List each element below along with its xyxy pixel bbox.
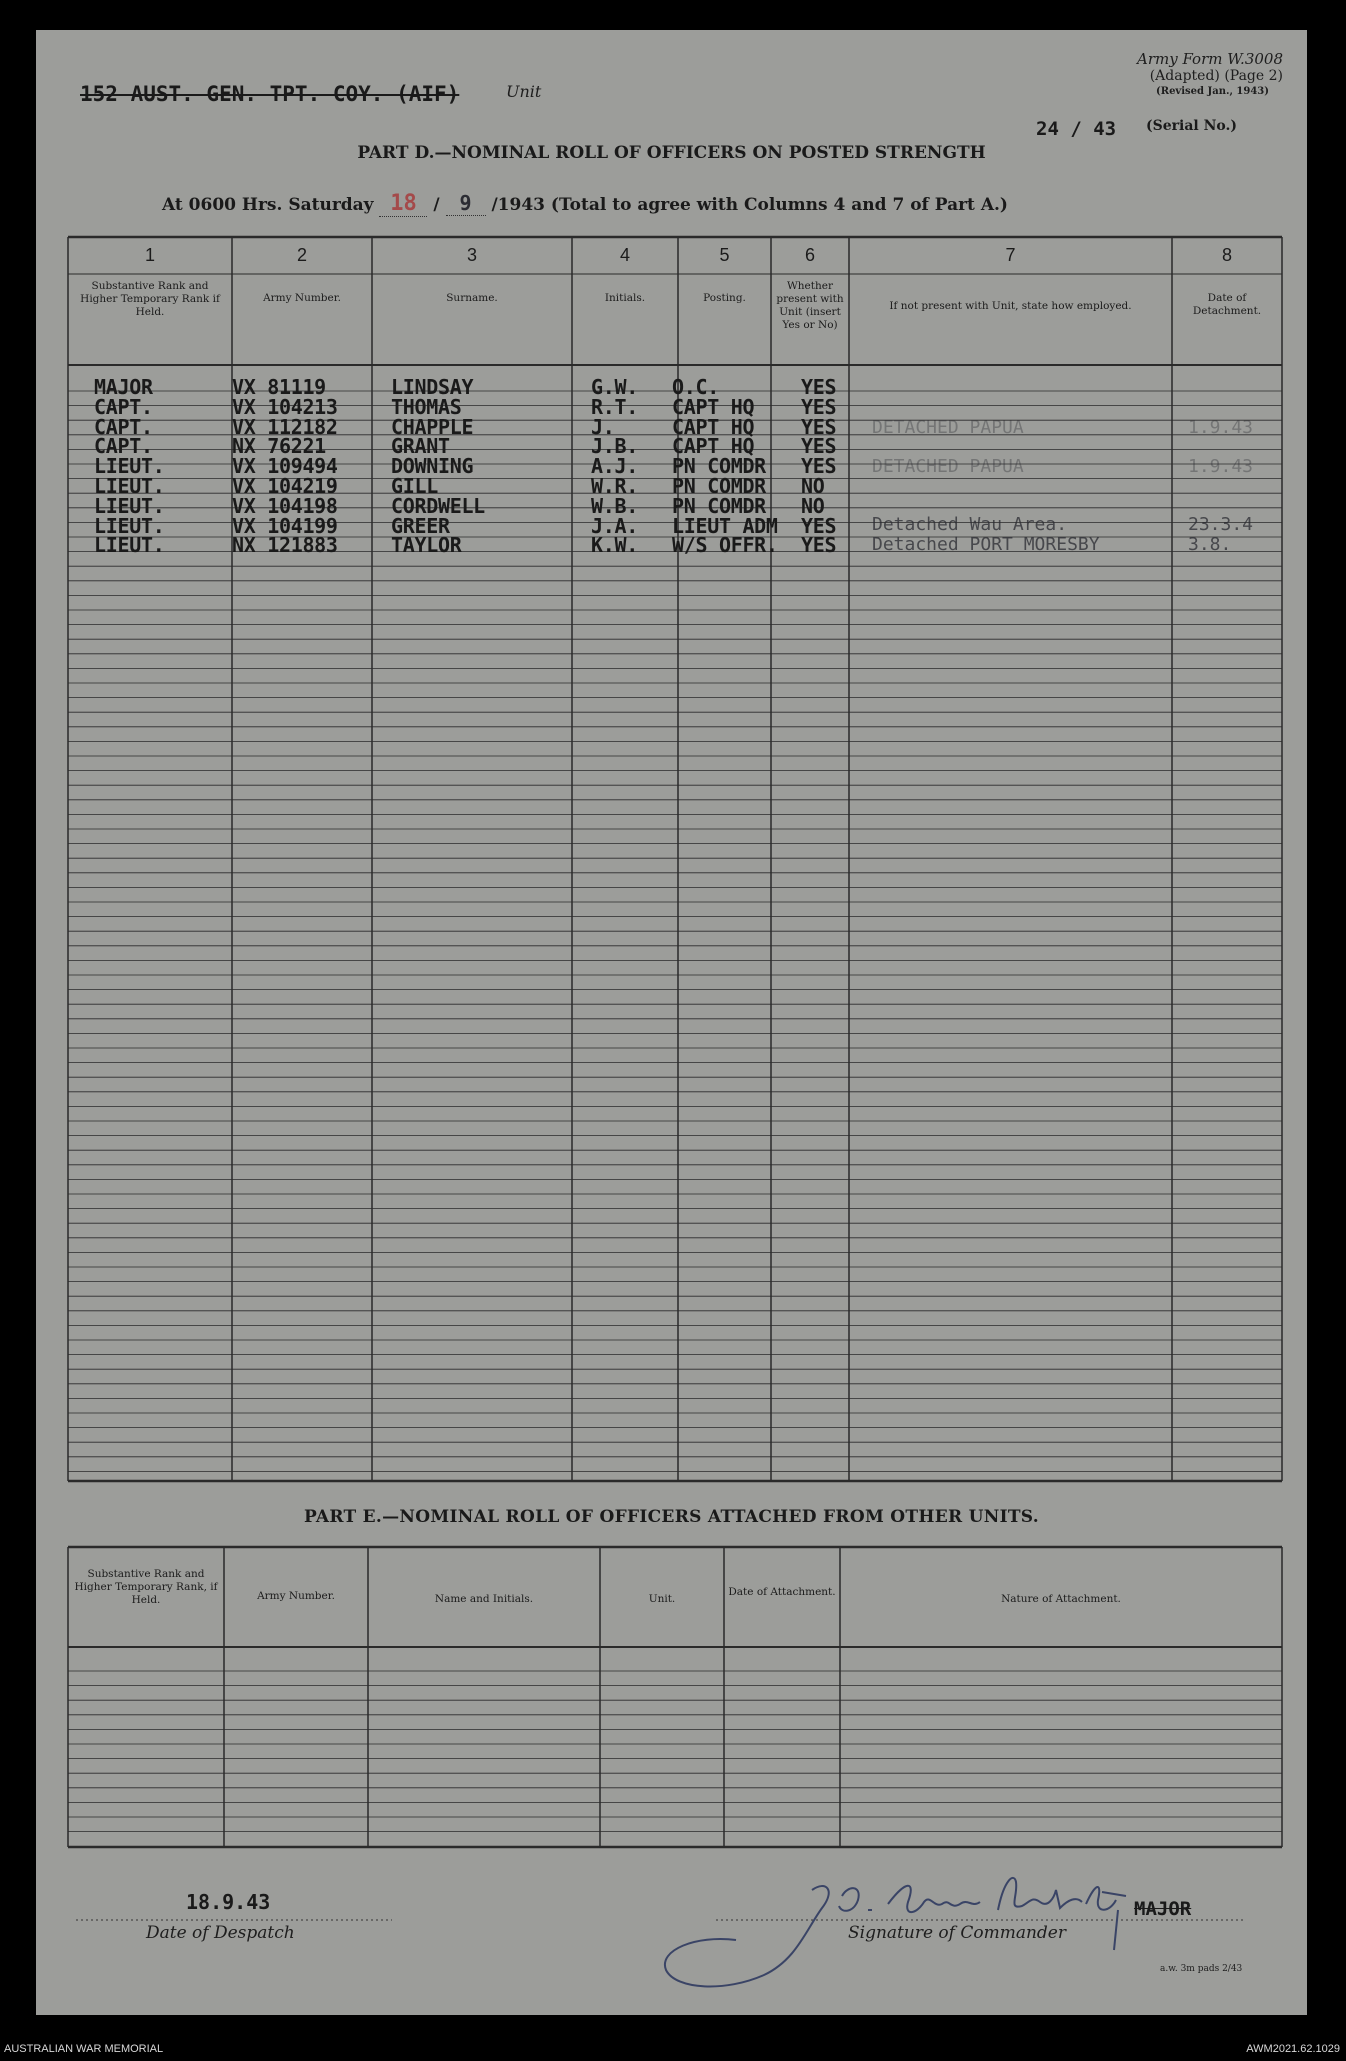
present-with-unit-cell: NO [801,493,825,518]
posting-cell: W/S OFFR. [672,533,778,558]
unit-label: Unit [506,82,542,101]
column-header-2: Army Number. [263,292,341,304]
present-with-unit-cell: YES [801,375,837,399]
rank-cell: LIEUT. [94,454,165,479]
column-header-7: If not present with Unit, state how employed. [889,300,1132,312]
part-e-column-header-6: Nature of Attachment. [1001,1593,1121,1605]
army-number-cell: VX 109494 [232,454,338,479]
detachment-date-cell: 23.3.4 [1188,513,1254,535]
commander-rank: MAJOR [1134,1898,1192,1920]
detachment-date-cell: 3.8. [1188,533,1232,555]
archive-caption-right: AWM2021.62.1029 [1246,2043,1340,2055]
present-with-unit-cell: YES [801,394,837,419]
column-number-5: 5 [719,245,730,265]
surname-cell: DOWNING [391,454,474,479]
despatch-date: 18.9.43 [186,1890,271,1914]
archive-caption-left: AUSTRALIAN WAR MEMORIAL [4,2043,164,2055]
part-e-column-header-3: Name and Initials. [434,1593,534,1605]
column-number-2: 2 [296,245,307,265]
posting-cell: CAPT HQ [672,434,755,459]
army-number-cell: NX 76221 [232,434,326,459]
date-month: 9 [446,191,486,216]
initials-cell: A.J. [591,454,638,479]
rank-cell: LIEUT. [94,474,165,498]
posting-cell: PN COMDR [672,493,766,518]
column-header-5: Posting. [703,292,746,304]
initials-cell: W.R. [591,474,638,498]
present-with-unit-cell: YES [801,454,837,479]
surname-cell: THOMAS [391,394,462,419]
rank-cell: CAPT. [94,414,153,439]
column-number-8: 8 [1221,245,1232,265]
serial-label: (Serial No.) [1146,118,1237,134]
initials-cell: R.T. [591,394,638,419]
army-number-cell: VX 104198 [232,493,338,518]
part-e-column-header-5: Date of Attachment. [728,1586,836,1598]
employed-cell: Detached PORT MORESBY [872,533,1100,555]
part-e-column-header-1: Substantive Rank and Higher Temporary Rank, if Held. [74,1568,218,1607]
surname-cell: GILL [391,474,438,498]
army-number-cell: VX 112182 [232,414,338,439]
rank-cell: LIEUT. [94,533,165,558]
date-year: /1943 [491,195,545,215]
rank-cell: MAJOR [94,375,153,399]
part-e-title: PART E.—NOMINAL ROLL OF OFFICERS ATTACHED FROM OTHER UNITS. [304,1507,1039,1527]
rank-cell: CAPT. [94,394,153,419]
column-header-6: Whether present with Unit (insert Yes or No) [776,280,844,332]
posting-cell: CAPT HQ [672,394,755,419]
initials-cell: J.A. [591,513,638,538]
part-d-date-line: At 0600 Hrs. Saturday 18 / 9 /1943 (Total to agree with Columns 4 and 7 of Part A.) [162,191,1008,216]
column-number-7: 7 [1005,245,1016,265]
print-code: a.w. 3m pads 2/43 [1160,1964,1243,1974]
column-header-1: Substantive Rank and Higher Temporary Rank if Held. [80,280,220,319]
despatch-label: Date of Despatch [146,1923,295,1943]
present-with-unit-cell: YES [801,513,837,538]
part-d-title: PART D.—NOMINAL ROLL OF OFFICERS ON POSTED STRENGTH [357,143,986,163]
rank-cell: CAPT. [94,434,153,459]
initials-cell: K.W. [591,533,638,558]
army-number-cell: VX 81119 [232,375,326,399]
posting-cell: LIEUT ADM [672,513,778,538]
serial-number: 24 / 43 [1036,118,1117,140]
column-number-6: 6 [804,245,815,265]
signature-label: Signature of Commander [848,1923,1066,1943]
column-header-4: Initials. [604,292,646,304]
column-header-3: Surname. [446,292,498,304]
date-day: 18 [379,191,427,217]
surname-cell: GREER [391,513,450,538]
initials-cell: J. [591,414,615,439]
commander-signature [36,30,1307,2015]
employed-cell: Detached Wau Area. [872,513,1068,535]
form-revised: (Revised Jan., 1943) [1156,86,1269,97]
initials-cell: G.W. [591,375,638,399]
employed-cell: DETACHED PAPUA [872,456,1024,478]
detachment-date-cell: 1.9.43 [1188,416,1254,438]
column-number-3: 3 [466,245,477,265]
present-with-unit-cell: YES [801,533,837,558]
detachment-date-cell: 1.9.43 [1188,456,1254,478]
form-adapted: (Adapted) (Page 2) [1149,68,1283,84]
surname-cell: LINDSAY [391,375,474,399]
surname-cell: TAYLOR [391,533,462,558]
present-with-unit-cell: YES [801,414,837,439]
posting-cell: PN COMDR [672,474,766,498]
posting-cell: PN COMDR [672,454,766,479]
employed-cell: DETACHED PAPUA [872,416,1024,438]
date-prefix: At 0600 Hrs. Saturday [162,195,374,215]
present-with-unit-cell: YES [801,434,837,459]
surname-cell: GRANT [391,434,450,459]
rank-cell: LIEUT. [94,493,165,518]
form-name: Army Form W.3008 [1137,50,1283,68]
part-e-column-header-4: Unit. [648,1593,676,1605]
rank-cell: LIEUT. [94,513,165,538]
unit-name-typed: 152 AUST. GEN. TPT. COY. (AIF) [80,82,460,106]
part-e-column-header-2: Army Number. [257,1590,335,1602]
column-number-4: 4 [619,245,630,265]
army-number-cell: VX 104199 [232,513,338,538]
surname-cell: CHAPPLE [391,414,474,439]
army-number-cell: NX 121883 [232,533,338,558]
date-suffix: (Total to agree with Columns 4 and 7 of Part A.) [550,195,1008,215]
column-header-8: Date of Detachment. [1192,292,1262,318]
initials-cell: W.B. [591,493,638,518]
army-number-cell: VX 104219 [232,474,338,498]
present-with-unit-cell: NO [801,474,825,498]
army-number-cell: VX 104213 [232,394,338,419]
initials-cell: J.B. [591,434,638,459]
form-page [36,30,1307,2015]
surname-cell: CORDWELL [391,493,485,518]
posting-cell: CAPT HQ [672,414,755,439]
posting-cell: O.C. [672,375,719,399]
column-number-1: 1 [144,245,155,265]
